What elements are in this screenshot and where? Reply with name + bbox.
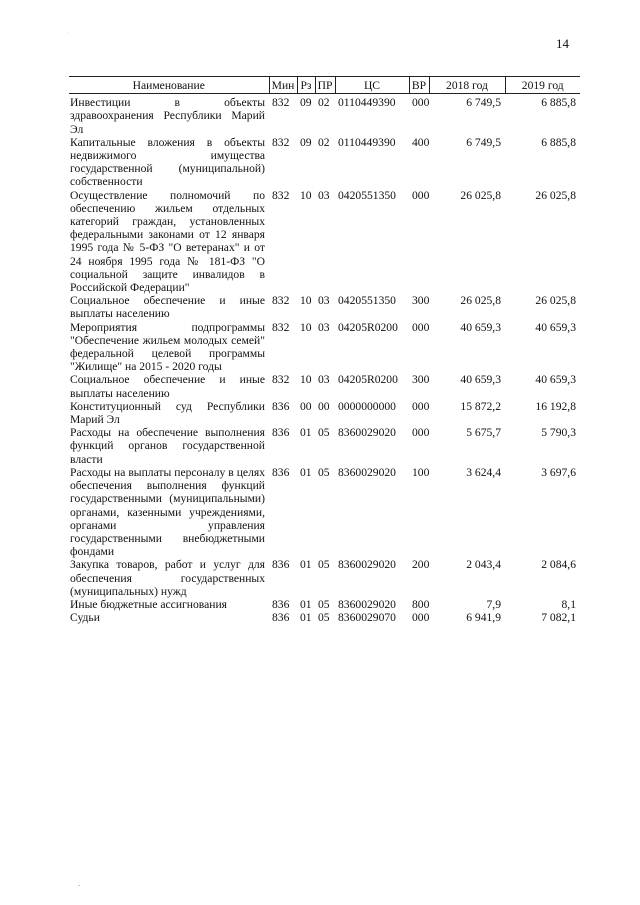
row-rz: 09: [300, 96, 312, 110]
header-name: Наименование: [69, 77, 269, 94]
table-row: [69, 321, 580, 374]
row-name: Иные бюджетные ассигнования: [70, 597, 227, 611]
table-row: [69, 189, 580, 295]
row-vr: 000: [412, 96, 430, 110]
row-2019: 40 659,3: [535, 320, 576, 334]
row-vr: 000: [412, 188, 430, 202]
row-2019: 6 885,8: [541, 96, 576, 110]
row-cs: 0110449390: [338, 135, 396, 149]
row-vr: 000: [412, 426, 430, 440]
row-pr: 03: [318, 320, 330, 334]
row-2018: 26 025,8: [460, 188, 501, 202]
row-cs: 8360029070: [338, 611, 396, 625]
row-2018: 15 872,2: [460, 399, 501, 413]
row-name: Конституционный суд Республики Марий Эл: [70, 399, 265, 427]
row-name: Инвестиции в объекты здравоохранения Республики Марий Эл: [70, 96, 265, 136]
row-min: 836: [272, 597, 290, 611]
row-rz: 01: [300, 426, 312, 440]
row-rz: 09: [300, 135, 312, 149]
row-rz: 10: [300, 373, 312, 387]
row-min: 832: [272, 96, 290, 110]
row-min: 836: [272, 465, 290, 479]
row-cs: 0000000000: [338, 399, 396, 413]
table-header: [69, 77, 580, 94]
row-2018: 40 659,3: [460, 320, 501, 334]
row-2019: 26 025,8: [535, 294, 576, 308]
header-2018: 2018 год: [429, 77, 505, 94]
row-name: Закупка товаров, работ и услуг для обеспечения государственных (муниципальных) нужд: [70, 558, 265, 598]
row-2019: 8,1: [561, 597, 576, 611]
row-vr: 200: [412, 558, 430, 572]
row-min: 832: [272, 188, 290, 202]
row-vr: 400: [412, 135, 430, 149]
row-pr: 00: [318, 399, 330, 413]
row-min: 836: [272, 426, 290, 440]
row-pr: 05: [318, 558, 330, 572]
row-vr: 000: [412, 399, 430, 413]
row-name: Осуществление полномочий по обеспечению жильем отдельных категорий граждан, установленных федеральными законами от 12 января 1995 года № 5-ФЗ "О ветеранах" и от 24 ноября 1995 года № 181-ФЗ "О социальной защите инвалидов в Российской Федерации": [70, 188, 265, 295]
row-2019: 26 025,8: [535, 188, 576, 202]
row-2019: 2 084,6: [541, 558, 576, 572]
row-vr: 100: [412, 465, 430, 479]
row-vr: 800: [412, 597, 430, 611]
row-cs: 8360029020: [338, 558, 396, 572]
row-pr: 05: [318, 611, 330, 625]
row-rz: 10: [300, 294, 312, 308]
row-2019: 40 659,3: [535, 373, 576, 387]
row-vr: 000: [412, 320, 430, 334]
row-cs: 0110449390: [338, 96, 396, 110]
row-2018: 6 749,5: [466, 135, 501, 149]
row-rz: 10: [300, 188, 312, 202]
row-2018: 5 675,7: [466, 426, 501, 440]
row-2019: 16 192,8: [535, 399, 576, 413]
row-name: Расходы на выплаты персоналу в целях обеспечения выполнения функций государственными (муниципальными) органами, казенными учреждениями, органами управления государственными внебюджетными фондами: [70, 465, 265, 559]
row-name: Социальное обеспечение и иные выплаты населению: [70, 373, 265, 400]
row-rz: 10: [300, 320, 312, 334]
row-2019: 7 082,1: [541, 611, 576, 625]
row-name: Расходы на обеспечение выполнения функций органов государственной власти: [70, 426, 265, 466]
row-pr: 05: [318, 426, 330, 440]
row-cs: 04205R0200: [338, 320, 398, 334]
table-row: [69, 136, 580, 189]
row-rz: 01: [300, 558, 312, 572]
header-rz: Рз: [297, 77, 315, 94]
row-cs: 0420551350: [338, 188, 396, 202]
row-2018: 26 025,8: [460, 294, 501, 308]
row-pr: 03: [318, 294, 330, 308]
row-min: 832: [272, 320, 290, 334]
table-row: [69, 373, 580, 399]
header-cs: ЦС: [335, 77, 409, 94]
row-pr: 02: [318, 135, 330, 149]
row-min: 836: [272, 558, 290, 572]
row-vr: 300: [412, 294, 430, 308]
row-min: 832: [272, 294, 290, 308]
row-2019: 6 885,8: [541, 135, 576, 149]
row-min: 832: [272, 373, 290, 387]
row-vr: 000: [412, 611, 430, 625]
row-cs: 04205R0200: [338, 373, 398, 387]
row-2018: 3 624,4: [466, 465, 501, 479]
table-row: [69, 466, 580, 558]
table-row: [69, 598, 580, 611]
table-row: [69, 426, 580, 466]
row-rz: 01: [300, 465, 312, 479]
row-pr: 02: [318, 96, 330, 110]
row-cs: 8360029020: [338, 465, 396, 479]
row-cs: 0420551350: [338, 294, 396, 308]
row-cs: 8360029020: [338, 597, 396, 611]
header-vr: ВР: [409, 77, 429, 94]
table-row: [69, 400, 580, 426]
row-name: Капитальные вложения в объекты недвижимого имущества государственной (муниципальной) собственности: [70, 135, 265, 189]
row-2018: 6 749,5: [466, 96, 501, 110]
budget-table: [69, 76, 580, 624]
row-2018: 2 043,4: [466, 558, 501, 572]
header-2019: 2019 год: [505, 77, 580, 94]
row-min: 832: [272, 135, 290, 149]
row-name: Социальное обеспечение и иные выплаты населению: [70, 294, 265, 321]
table-row: [69, 558, 580, 598]
header-min: Мин: [269, 77, 297, 94]
row-2018: 40 659,3: [460, 373, 501, 387]
row-vr: 300: [412, 373, 430, 387]
row-rz: 00: [300, 399, 312, 413]
table-row: [69, 94, 580, 136]
row-2019: 3 697,6: [541, 465, 576, 479]
table-row: [69, 611, 580, 624]
row-name: Мероприятия подпрограммы "Обеспечение жильем молодых семей" федеральной целевой программы "Жилище" на 2015 - 2020 годы: [70, 320, 265, 374]
row-pr: 05: [318, 465, 330, 479]
row-pr: 03: [318, 373, 330, 387]
page-number: 14: [556, 36, 569, 51]
row-2019: 5 790,3: [541, 426, 576, 440]
row-min: 836: [272, 611, 290, 625]
header-pr: ПР: [315, 77, 335, 94]
row-rz: 01: [300, 611, 312, 625]
row-rz: 01: [300, 597, 312, 611]
row-cs: 8360029020: [338, 426, 396, 440]
table-body: [69, 94, 580, 625]
table-row: [69, 294, 580, 320]
row-min: 836: [272, 399, 290, 413]
scan-dot-mark: ·: [67, 30, 69, 36]
scan-mark: ˇ: [78, 884, 81, 892]
row-pr: 05: [318, 597, 330, 611]
row-name: Судьи: [70, 611, 100, 625]
row-2018: 7,9: [486, 597, 501, 611]
row-pr: 03: [318, 188, 330, 202]
row-2018: 6 941,9: [466, 611, 501, 625]
